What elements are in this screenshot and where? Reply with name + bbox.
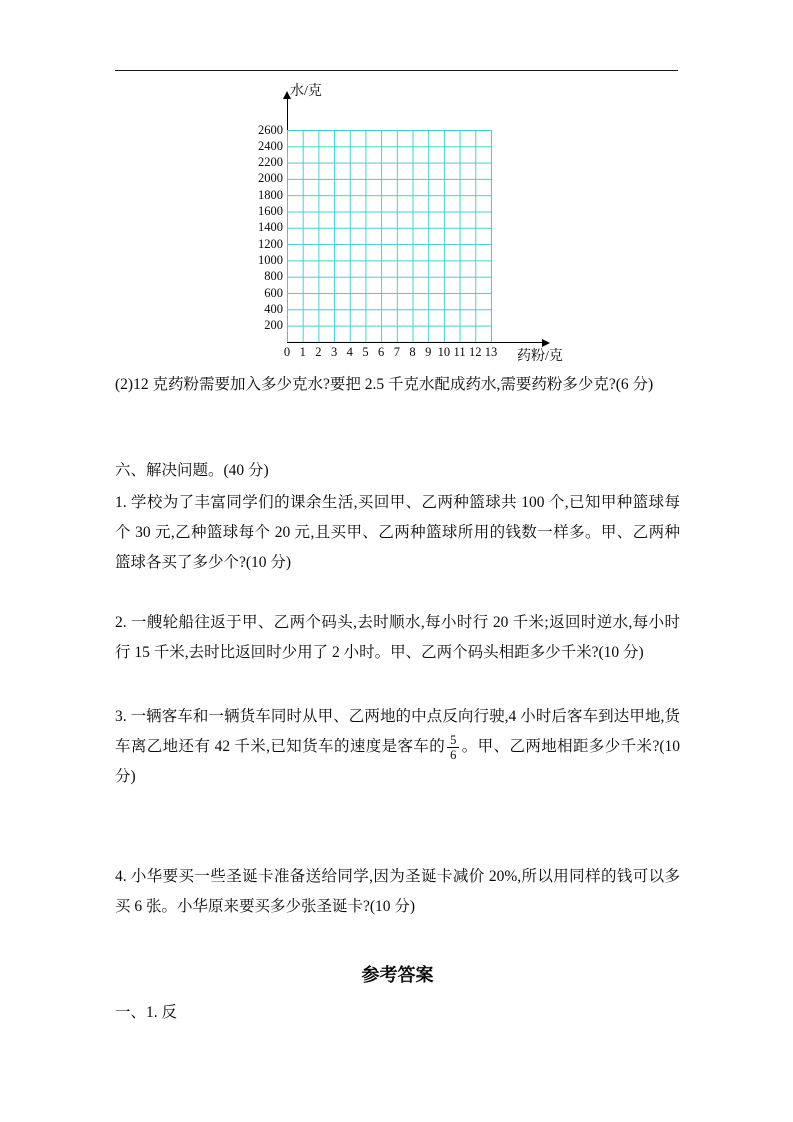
reference-answers-title: 参考答案 xyxy=(361,965,434,985)
y-tick-label: 200 xyxy=(264,318,283,333)
section-6-title: 六、解决问题。(40 分) xyxy=(115,462,269,479)
coordinate-grid-chart xyxy=(230,78,590,378)
y-tick-label: 1600 xyxy=(258,204,283,219)
x-tick-label: 9 xyxy=(425,345,432,359)
x-tick-label: 13 xyxy=(484,345,498,359)
answer-line-1: 一、1. 反 xyxy=(115,1004,178,1021)
problem-2: 2. 一艘轮船往返于甲、乙两个码头,去时顺水,每小时行 20 千米;返回时逆水,每小时行 15 千米,去时比返回时少用了 2 小时。甲、乙两个码头相距多少千米?(10 分) xyxy=(115,614,680,661)
y-tick-label: 1200 xyxy=(258,236,283,251)
x-tick-label: 8 xyxy=(409,345,416,359)
question-2-text: (2)12 克药粉需要加入多少克水?要把 2.5 千克水配成药水,需要药粉多少克?(6 分) xyxy=(115,376,654,393)
y-tick-label: 1000 xyxy=(258,252,283,267)
y-tick-label: 600 xyxy=(264,285,283,300)
problem-3-text-before: 3. 一辆客车和一辆货车同时从甲、乙两地的中点反向行驶,4 小时后客车到达甲地,货车离乙地还有 42 千米,已知货车的速度是客车的 xyxy=(115,708,680,755)
y-tick-label: 800 xyxy=(264,269,283,284)
y-tick-label: 2200 xyxy=(258,155,283,170)
y-tick-label: 1800 xyxy=(258,187,283,202)
x-axis-label: 药粉/克 xyxy=(517,349,563,364)
x-tick-label: 12 xyxy=(469,345,482,359)
x-tick-label: 3 xyxy=(330,345,338,359)
y-tick-label: 1400 xyxy=(258,220,283,235)
x-tick-label: 1 xyxy=(299,345,306,359)
y-tick-label: 2600 xyxy=(258,122,283,137)
y-tick-label: 2000 xyxy=(258,171,283,186)
x-tick-label: 10 xyxy=(437,345,451,359)
x-tick-label: 11 xyxy=(453,345,466,359)
fraction-five-sixths xyxy=(447,733,459,763)
x-tick-label: 0 xyxy=(283,345,291,359)
y-tick-label: 400 xyxy=(264,301,283,316)
problem-1: 1. 学校为了丰富同学们的课余生活,买回甲、乙两种篮球共 100 个,已知甲种篮球每个 30 元,乙种篮球每个 20 元,且买甲、乙两种篮球所用的钱数一样多。甲、乙两种篮球各买了多少个?(10 分) xyxy=(115,494,680,571)
x-tick-label: 4 xyxy=(346,345,353,359)
problem-3-text-after: 。甲、乙两地相距多少千米?(10 分) xyxy=(115,738,680,786)
problem-3 xyxy=(115,702,680,792)
x-tick-label: 6 xyxy=(378,345,385,359)
top-rule xyxy=(115,70,678,71)
fraction-denominator: 6 xyxy=(450,747,457,762)
x-tick-label: 7 xyxy=(393,345,400,359)
x-tick-label: 5 xyxy=(362,345,369,359)
grid-area xyxy=(287,130,492,342)
x-tick-label: 2 xyxy=(315,345,322,359)
problem-4: 4. 小华要买一些圣诞卡准备送给同学,因为圣诞卡减价 20%,所以用同样的钱可以多买 6 张。小华原来要买多少张圣诞卡?(10 分) xyxy=(115,868,680,915)
y-axis-label: 水/克 xyxy=(290,84,322,99)
x-axis-line xyxy=(287,342,545,343)
fraction-numerator: 5 xyxy=(447,733,459,748)
y-tick-label: 2400 xyxy=(258,138,283,153)
